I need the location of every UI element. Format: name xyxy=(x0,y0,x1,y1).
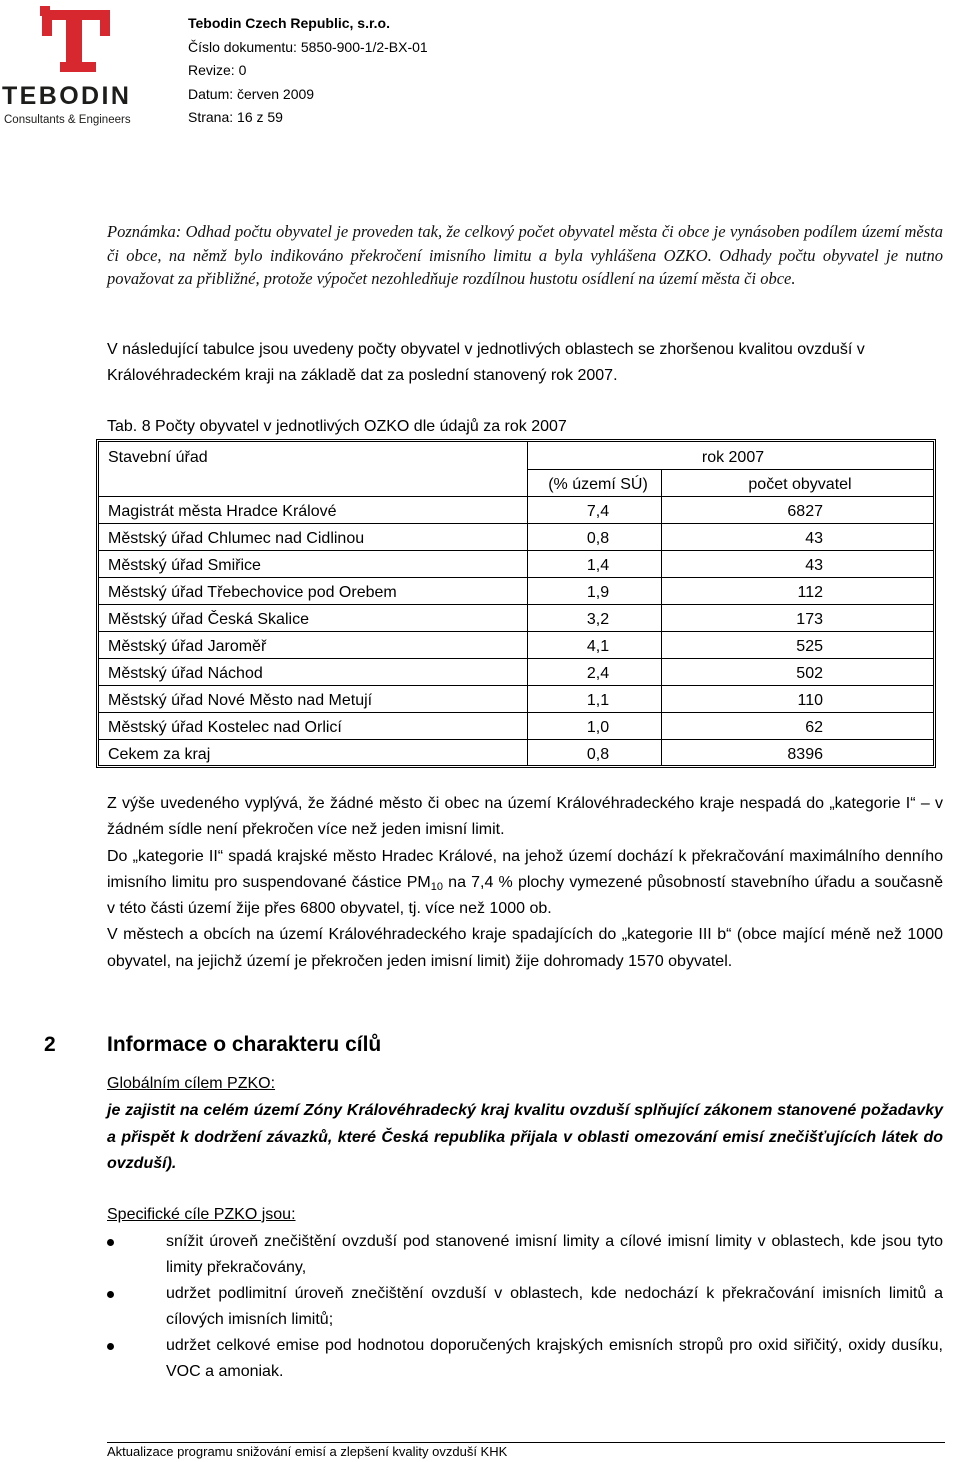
pct-cell: 7,4 xyxy=(586,503,610,520)
pop-cell: 502 xyxy=(796,665,823,682)
pop-cell: 6827 xyxy=(787,503,823,520)
global-goal-text: je zajistit na celém území Zóny Královéhradecký kraj kvalitu ovzduší splňující zákonem stanovené požadavky a přispět k dodržení závazků, které Česká republika přijala v oblasti omezování emisí znečišťujících látek do ovzduší). xyxy=(107,1102,943,1172)
office-cell: Městský úřad Jaroměř xyxy=(108,638,267,655)
pct-cell: 0,8 xyxy=(586,530,610,547)
table-row xyxy=(99,741,933,768)
bullet-icon xyxy=(107,1291,114,1298)
pop-cell: 173 xyxy=(796,611,823,628)
table-header-row xyxy=(99,444,933,471)
list-item: udržet podlimitní úroveň znečištění ovzduší v oblastech, kde nedochází k překračování imisních limitů a cílových imisních limitů; xyxy=(107,1281,943,1333)
office-cell: Městský úřad Náchod xyxy=(108,665,263,682)
office-cell: Městský úřad Smiřice xyxy=(108,557,261,574)
table-row xyxy=(99,714,933,741)
pct-cell: 2,4 xyxy=(586,665,610,682)
header-office: Stavební úřad xyxy=(108,449,208,466)
header-year: rok 2007 xyxy=(701,449,765,466)
logo-text: TEBODIN xyxy=(2,82,132,110)
pop-cell: 8396 xyxy=(787,746,823,763)
document-number: Číslo dokumentu: 5850-900-1/2-BX-01 xyxy=(188,38,428,55)
date: Datum: červen 2009 xyxy=(188,85,315,102)
list-item: udržet celkové emise pod hodnotou doporučených krajských emisních stropů pro oxid siřičitý, oxidy dusíku, VOC a amoniak. xyxy=(107,1333,943,1385)
list-item: snížit úroveň znečištění ovzduší pod stanovené imisní limity a cílové imisní limity v oblastech, kde jsou tyto limity překračovány, xyxy=(107,1229,943,1281)
bullet-icon xyxy=(107,1343,114,1350)
table-subheader-row xyxy=(99,471,933,498)
company-name: Tebodin Czech Republic, s.r.o. xyxy=(188,15,390,31)
page-number: Strana: 16 z 59 xyxy=(188,109,283,125)
bullet-icon xyxy=(107,1239,114,1246)
office-cell: Městský úřad Třebechovice pod Orebem xyxy=(108,584,397,601)
footer-text: Aktualizace programu snižování emisí a zlepšení kvality ovzduší KHK xyxy=(107,1444,508,1459)
table-caption: Tab. 8 Počty obyvatel v jednotlivých OZKO dle údajů za rok 2007 xyxy=(107,418,567,435)
global-goal-label: Globálním cílem PZKO: xyxy=(107,1075,276,1092)
conclusion-p2: Do „kategorie II“ spadá krajské město Hradec Králové, na jehož území dochází k překračování maximálního denního imisního limitu pro suspendované částice $PM_{10}$ na 7,4 % plochy vymezené působností stavebního úřadu a současně v této části území žije přes 6800 obyvatel, tj. více než 1000 ob. xyxy=(107,847,944,918)
pop-cell: 43 xyxy=(805,557,823,574)
pct-cell: 4,1 xyxy=(586,638,610,655)
pop-cell: 62 xyxy=(805,719,823,736)
office-cell: Magistrát města Hradce Králové xyxy=(108,503,337,520)
pct-cell: 1,9 xyxy=(586,584,610,601)
pop-cell: 525 xyxy=(796,638,823,655)
conclusion-p1: Z výše uvedeného vyplývá, že žádné město či obec na území Královéhradeckého kraje nespadá do „kategorie I“ – v žádném sídle není překročen více než jeden imisní limit. xyxy=(107,795,943,839)
table-row xyxy=(99,525,933,552)
office-cell: Městský úřad Nové Město nad Metují xyxy=(108,692,373,709)
pct-cell: 0,8 xyxy=(586,746,610,763)
note-paragraph: Poznámka: Odhad počtu obyvatel je proveden tak, že celkový počet obyvatel města či obce je vynásoben podílem území města či obce, na němž bylo indikováno překročení imisního limitu a byla vyhlášena OZKO. Odhady počtu obyvatel je nutno považovat za přibližné, protože výpočet nezohledňuje rozdílnou hustotu osídlení na území města či obce. xyxy=(107,222,943,288)
table-row xyxy=(99,687,933,714)
pct-cell: 1,1 xyxy=(586,692,610,709)
intro-paragraph: V následující tabulce jsou uvedeny počty obyvatel v jednotlivých oblastech se zhoršenou kvalitou ovzduší v Královéhradeckém kraji na základě dat za poslední stanovený rok 2007. xyxy=(107,341,865,384)
logo-subtitle: Consultants & Engineers xyxy=(4,114,131,126)
specific-goals-label: Specifické cíle PZKO jsou: xyxy=(107,1206,296,1223)
pct-cell: 1,0 xyxy=(586,719,610,736)
population-table xyxy=(96,439,936,768)
table-row xyxy=(99,606,933,633)
table-row xyxy=(99,579,933,606)
revision: Revize: 0 xyxy=(188,62,247,78)
table-row xyxy=(99,660,933,687)
section-title: Informace o charakteru cílů xyxy=(107,1033,382,1056)
section-number: 2 xyxy=(44,1033,56,1056)
header-info xyxy=(188,12,428,130)
office-cell: Cekem za kraj xyxy=(108,746,211,763)
office-cell: Městský úřad Kostelec nad Orlicí xyxy=(108,719,342,736)
conclusion-p3: V městech a obcích na území Královéhradeckého kraje spadajících do „kategorie III b“ (obce mající méně než 1000 obyvatel, na jejichž území je překročen jeden imisní limit) žije dohromady 1570 obyvatel. xyxy=(107,926,943,970)
header-pop: počet obyvatel xyxy=(748,476,852,493)
pop-cell: 110 xyxy=(797,692,823,709)
conclusion-text xyxy=(107,791,943,975)
pop-cell: 43 xyxy=(805,530,823,547)
logo-mark-icon xyxy=(40,6,110,72)
table-row xyxy=(99,498,933,525)
office-cell: Městský úřad Česká Skalice xyxy=(108,611,309,628)
pct-cell: 1,4 xyxy=(586,557,610,574)
specific-goals-list xyxy=(107,1229,943,1385)
pct-cell: 3,2 xyxy=(586,611,610,628)
office-cell: Městský úřad Chlumec nad Cidlinou xyxy=(108,530,365,547)
table-row xyxy=(99,633,933,660)
header-pct: (% území SÚ) xyxy=(548,476,648,493)
table-row xyxy=(99,552,933,579)
footer-divider xyxy=(107,1442,945,1443)
tebodin-logo xyxy=(0,0,160,130)
pop-cell: 112 xyxy=(797,584,823,601)
